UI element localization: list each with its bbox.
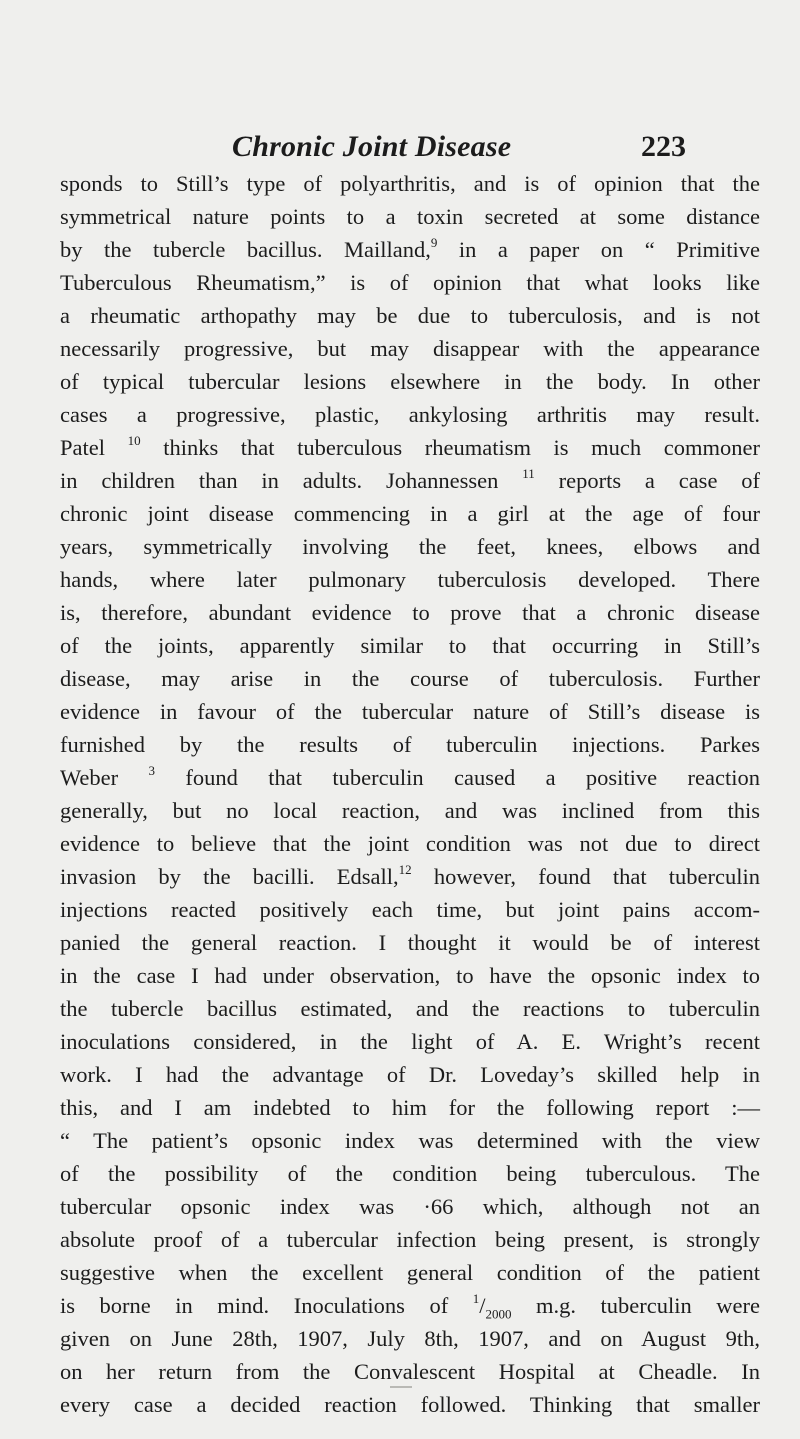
text-line [60,1058,760,1091]
text-line [60,200,760,233]
text-line [60,233,760,266]
footnote-ref: 11 [522,465,535,481]
text-run: suggestive when the excellent general condition of the patient [60,1260,760,1285]
text-run: invasion by the bacilli. Edsall, [60,864,399,889]
text-line [60,1223,760,1256]
text-line [60,530,760,563]
text-line [60,992,760,1025]
text-line [60,596,760,629]
text-run: of the possibility of the condition being tuberculous. The [60,1161,760,1186]
text-run: is borne in mind. Inoculations of [60,1293,473,1318]
text-line [60,827,760,860]
running-title: Chronic Joint Disease [232,130,512,163]
footnote-ref: 3 [148,762,156,778]
text-line [60,266,760,299]
text-line [60,695,760,728]
text-run: absolute proof of a tubercular infection being present, is strongly [60,1227,760,1252]
text-line [60,1256,760,1289]
text-run: thinks that tuberculous rheumatism is much commoner [140,435,760,460]
text-run: evidence in favour of the tubercular nature of Still’s disease is [60,699,760,724]
footnote-ref: 9 [430,234,438,250]
text-run: of typical tubercular lesions elsewhere in the body. In other [60,369,760,394]
text-line [60,365,760,398]
text-run: “ The patient’s opsonic index was determined with the view [60,1128,760,1153]
text-run: is, therefore, abundant evidence to prove that a chronic disease [60,600,760,625]
text-line [60,893,760,926]
text-run: every case a decided reaction followed. Thinking that smaller [60,1392,760,1417]
text-run: / [479,1293,486,1318]
text-run: given on June 28th, 1907, July 8th, 1907, and on August 9th, [60,1326,760,1351]
text-line [60,497,760,530]
text-run: this, and I am indebted to him for the following report :— [60,1095,760,1120]
text-line [60,398,760,431]
text-run: years, symmetrically involving the feet, knees, elbows and [60,534,760,559]
text-line [60,299,760,332]
text-line [60,332,760,365]
page-number: 223 [641,130,686,163]
text-run: hands, where later pulmonary tuberculosis developed. There [60,567,760,592]
text-run: evidence to believe that the joint condition was not due to direct [60,831,760,856]
text-line [60,1322,760,1355]
text-run: injections reacted positively each time, but joint pains accom- [60,897,760,922]
text-run: by the tubercle bacillus. Mailland, [60,237,431,262]
text-line [60,728,760,761]
body-text [60,167,760,1421]
text-run: chronic joint disease commencing in a girl at the age of four [60,501,760,526]
text-run: disease, may arise in the course of tuberculosis. Further [60,666,760,691]
text-line [60,662,760,695]
footnote-ref: 10 [127,432,141,448]
text-run: work. I had the advantage of Dr. Loveday’s skilled help in [60,1062,760,1087]
text-line [60,926,760,959]
text-run: m.g. tuberculin were [511,1293,761,1318]
text-line [60,761,760,794]
text-line [60,1190,760,1223]
text-line [60,794,760,827]
text-run: in a paper on “ Primitive [437,237,760,262]
footnote-ref: 12 [398,861,412,877]
text-run: symmetrical nature points to a toxin secreted at some distance [60,204,760,229]
text-line [60,167,760,200]
text-run: however, found that tuberculin [411,864,760,889]
text-run: on her return from the Convalescent Hospital at Cheadle. In [60,1359,760,1384]
text-run: furnished by the results of tuberculin injections. Parkes [60,732,760,757]
text-run: found that tuberculin caused a positive reaction [155,765,760,790]
text-line [60,431,760,464]
text-run: reports a case of [534,468,760,493]
text-run: in children than in adults. Johannessen [60,468,523,493]
text-line [60,629,760,662]
page-mark [390,1386,412,1388]
text-line [60,860,760,893]
running-head [0,122,800,166]
text-line [60,1289,760,1322]
text-line [60,563,760,596]
text-run: cases a progressive, plastic, ankylosing arthritis may result. [60,402,760,427]
text-run: in the case I had under observation, to have the opsonic index to [60,963,760,988]
text-line [60,1355,760,1388]
text-run: of the joints, apparently similar to that occurring in Still’s [60,633,760,658]
text-run: tubercular opsonic index was ·66 which, although not an [60,1194,760,1219]
text-line [60,1388,760,1421]
text-run: inoculations considered, in the light of A. E. Wright’s recent [60,1029,760,1054]
text-run: Tuberculous Rheumatism,” is of opinion that what looks like [60,270,760,295]
text-line [60,464,760,497]
text-line [60,959,760,992]
text-run: panied the general reaction. I thought it would be of interest [60,930,760,955]
text-line [60,1124,760,1157]
text-run: generally, but no local reaction, and was inclined from this [60,798,760,823]
text-run: Weber [60,765,149,790]
footnote-ref: 1 [472,1290,480,1306]
subscript: 2000 [485,1306,512,1322]
text-line [60,1091,760,1124]
text-run: a rheumatic arthopathy may be due to tuberculosis, and is not [60,303,760,328]
text-run: sponds to Still’s type of polyarthritis, and is of opinion that the [60,171,760,196]
text-line [60,1025,760,1058]
text-line [60,1157,760,1190]
text-run: the tubercle bacillus estimated, and the reactions to tuberculin [60,996,760,1021]
text-run: necessarily progressive, but may disappear with the appearance [60,336,760,361]
text-run: Patel [60,435,128,460]
